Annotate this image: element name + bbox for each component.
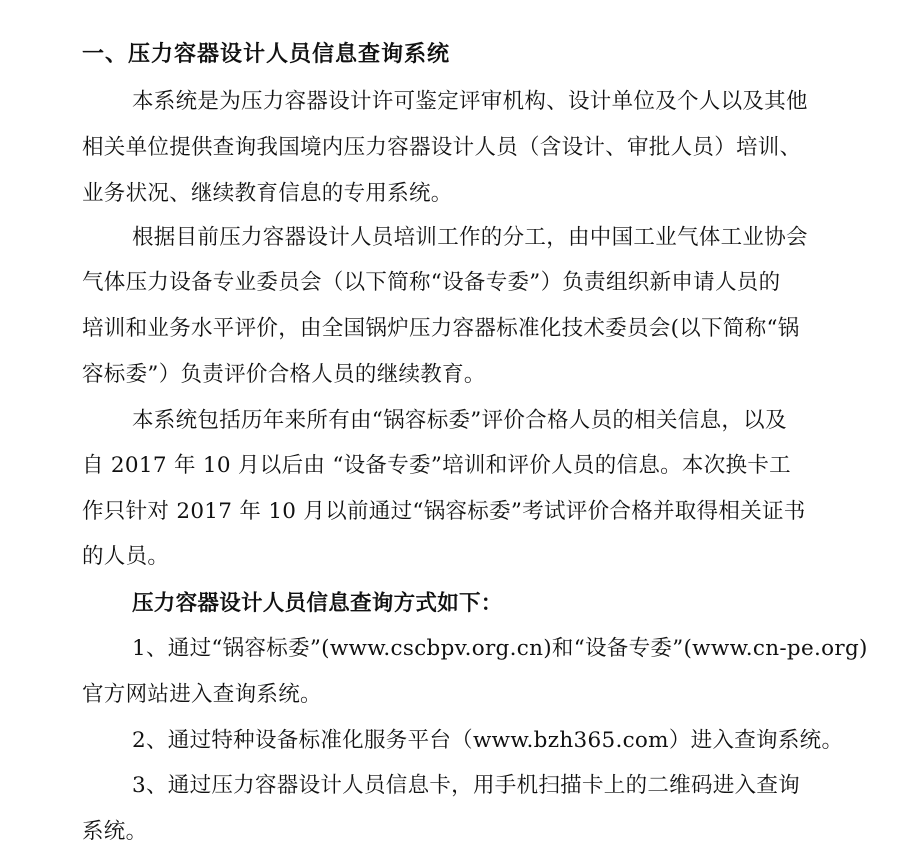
paragraph-2-line-1: 根据目前压力容器设计人员培训工作的分工，由中国工业气体工业协会	[132, 225, 808, 250]
paragraph-3-line-1: 本系统包括历年来所有由“锅容标委”评价合格人员的相关信息，以及	[132, 408, 787, 433]
section-title: 一、压力容器设计人员信息查询系统	[82, 41, 451, 67]
method-1-line-2: 官方网站进入查询系统。	[82, 682, 322, 707]
method-2-line-1: 2、通过特种设备标准化服务平台（www.bzh365.com）进入查询系统。	[132, 728, 844, 753]
method-3-line-2: 系统。	[82, 819, 148, 844]
paragraph-1-line-2: 相关单位提供查询我国境内压力容器设计人员（含设计、审批人员）培训、	[82, 135, 802, 160]
paragraph-2-line-4: 容标委”）负责评价合格人员的继续教育。	[82, 362, 486, 387]
paragraph-2-line-3: 培训和业务水平评价，由全国锅炉压力容器标准化技术委员会(以下简称“锅	[82, 316, 800, 341]
method-1-line-1: 1、通过“锅容标委”(www.cscbpv.org.cn)和“设备专委”(www.cn-pe.org)	[132, 636, 868, 661]
paragraph-2-line-2: 气体压力设备专业委员会（以下简称“设备专委”）负责组织新申请人员的	[82, 270, 781, 295]
method-3-line-1: 3、通过压力容器设计人员信息卡，用手机扫描卡上的二维码进入查询	[132, 773, 800, 798]
paragraph-1-line-1: 本系统是为压力容器设计许可鉴定评审机构、设计单位及个人以及其他	[132, 89, 808, 114]
paragraph-3-line-3: 作只针对 2017 年 10 月以前通过“锅容标委”考试评价合格并取得相关证书	[82, 499, 806, 524]
paragraph-3-line-2: 自 2017 年 10 月以后由 “设备专委”培训和评价人员的信息。本次换卡工	[82, 453, 791, 478]
paragraph-3-line-4: 的人员。	[82, 544, 170, 569]
paragraph-1-line-3: 业务状况、继续教育信息的专用系统。	[82, 181, 453, 206]
query-heading: 压力容器设计人员信息查询方式如下：	[132, 591, 503, 616]
